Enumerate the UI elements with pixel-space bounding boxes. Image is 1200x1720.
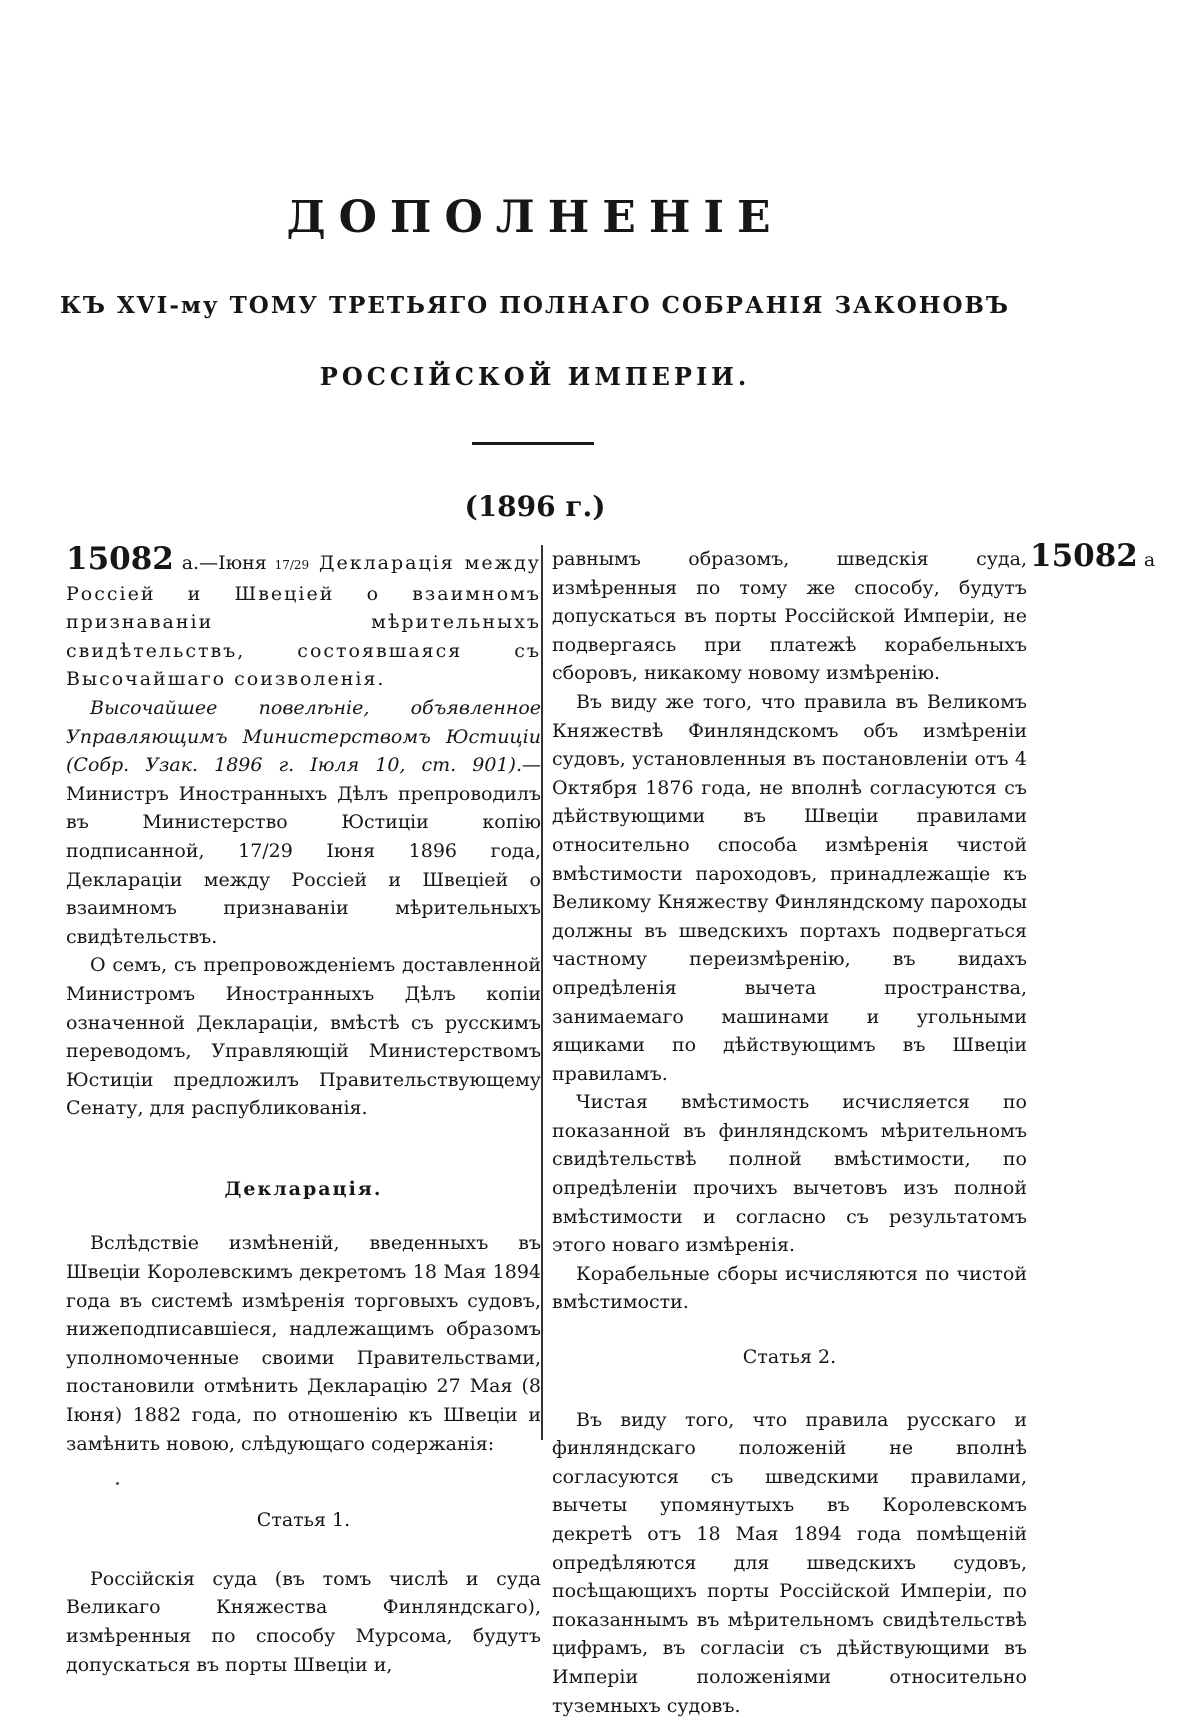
- entry-heading: [66, 541, 541, 694]
- article-1-paragraph-3: Чистая вмѣстимость исчисляется по показанной въ финляндскомъ мѣрительномъ свидѣтельствѣ полной вмѣстимости, по опредѣленіи прочихъ вычетовъ изъ полной вмѣстимости и согласно съ результатомъ этого новаго измѣренія.: [552, 1091, 1027, 1257]
- article-1-heading: Статья 1.: [256, 1509, 351, 1532]
- article-1-text: Россійскія суда (въ томъ числѣ и суда Великаго Княжества Финляндскаго), измѣренныя по способу Мурсома, будутъ допускаться въ порты Швеціи и,: [66, 1567, 541, 1676]
- entry-suffix: а.—Іюня: [173, 552, 275, 574]
- subtitle-line-2: РОССІЙСКОЙ ИМПЕРІИ.: [319, 362, 751, 391]
- entry-paragraph-2: О семъ, съ препровожденіемъ доставленной Министромъ Иностранныхъ Дѣлъ копіи означенной Деклараціи, вмѣстѣ съ русскимъ переводомъ, Управляющій Министерствомъ Юстиціи предложилъ Правительствующему Сенату, для распубликованія.: [66, 954, 541, 1120]
- entry-number: 15082: [66, 541, 174, 577]
- article-1-paragraph-4: Корабельные сборы исчисляются по чистой вмѣстимости.: [552, 1262, 1027, 1314]
- declaration-intro: Вслѣдствіе измѣненій, введенныхъ въ Швеціи Королевскимъ декретомъ 18 Мая 1894 года въ системѣ измѣренія торговыхъ судовъ, нижеподписавшіеся, надлежащимъ образомъ уполномоченные своими Правительствами, постановили отмѣнить Декларацію 27 Мая (8 Іюня) 1882 года, по отношенію къ Швеціи и замѣнить новою, слѣдующаго содержанія:: [66, 1232, 541, 1455]
- article-2-heading: Статья 2.: [742, 1346, 837, 1369]
- title-rule: [472, 442, 594, 445]
- entry-date-fraction: 17/29: [274, 558, 310, 572]
- article-1-paragraph-2: Въ виду же того, что правила въ Великомъ Княжествѣ Финляндскомъ объ измѣреніи судовъ, установленныя въ постановленіи отъ 4 Октября 1876 года, не вполнѣ согласуются съ дѣйствующими въ Швеціи правилами относительно способа измѣренія чистой вмѣстимости пароходовъ, принадлежащіе къ Великому Княжеству Финляндскому пароходы должны въ шведскихъ портахъ подвергаться частному переизмѣренію, въ видахъ опредѣленія вычета пространства, занимаемаго машинами и угольными ящиками по дѣйствующимъ въ Швеціи правиламъ.: [552, 690, 1027, 1085]
- article-2-text: Въ виду того, что правила русскаго и финляндскаго положеній не вполнѣ согласуются съ шведскими правилами, вычеты упомянутыхъ въ Королевскомъ декретѣ отъ 18 Мая 1894 года помѣщеній опредѣляются для шведскихъ судовъ, посѣщающихъ порты Россійской Имперіи, по показаннымъ въ мѣрительномъ свидѣтельствѣ цифрамъ, въ согласіи съ дѣйствующими въ Имперіи положеніями относительно туземныхъ судовъ.: [552, 1408, 1027, 1717]
- margin-entry-number: [1030, 538, 1155, 574]
- entry-paragraph-1-rest: —Министръ Иностранныхъ Дѣлъ препроводилъ въ Министерство Юстиціи копію подписанной, 17/29 Іюня 1896 года, Деклараціи между Россіей и Швеціей о взаимномъ признаваніи мѣрительныхъ свидѣтельствъ.: [66, 754, 541, 948]
- margin-number: 15082: [1030, 538, 1138, 574]
- column-divider: [541, 545, 543, 1440]
- left-column: [66, 541, 541, 1679]
- margin-letter: а: [1143, 549, 1156, 571]
- entry-paragraph-1: [66, 694, 541, 951]
- article-1-continued: равнымъ образомъ, шведскія суда, измѣренныя по тому же способу, будутъ допускаться въ порты Россійской Имперіи, не подвергаясь при платежѣ корабельныхъ сборовъ, никакому новому измѣренію.: [552, 548, 1027, 685]
- page-speck: [116, 1482, 119, 1485]
- page-title: ДОПОЛНЕНІЕ: [286, 192, 784, 243]
- subtitle-line-1: КЪ XVI-му ТОМУ ТРЕТЬЯГО ПОЛНАГО СОБРАНІЯ ЗАКОНОВЪ: [60, 292, 1010, 319]
- entry-italic-note: Высочайшее повелѣніе, объявленное Управляющимъ Министерствомъ Юстиціи (Собр. Узак. 1896 г. Іюля 10, ст. 901).: [66, 696, 541, 777]
- right-column: [552, 545, 1027, 1720]
- declaration-heading: Декларація.: [224, 1177, 383, 1200]
- year-heading: (1896 г.): [464, 490, 606, 523]
- entry-title: Декларація между Россіей и Швеціей о взаимномъ признаваніи мѣрительныхъ свидѣтельствъ, состоявшаяся съ Высочайшаго соизволенія.: [66, 552, 541, 691]
